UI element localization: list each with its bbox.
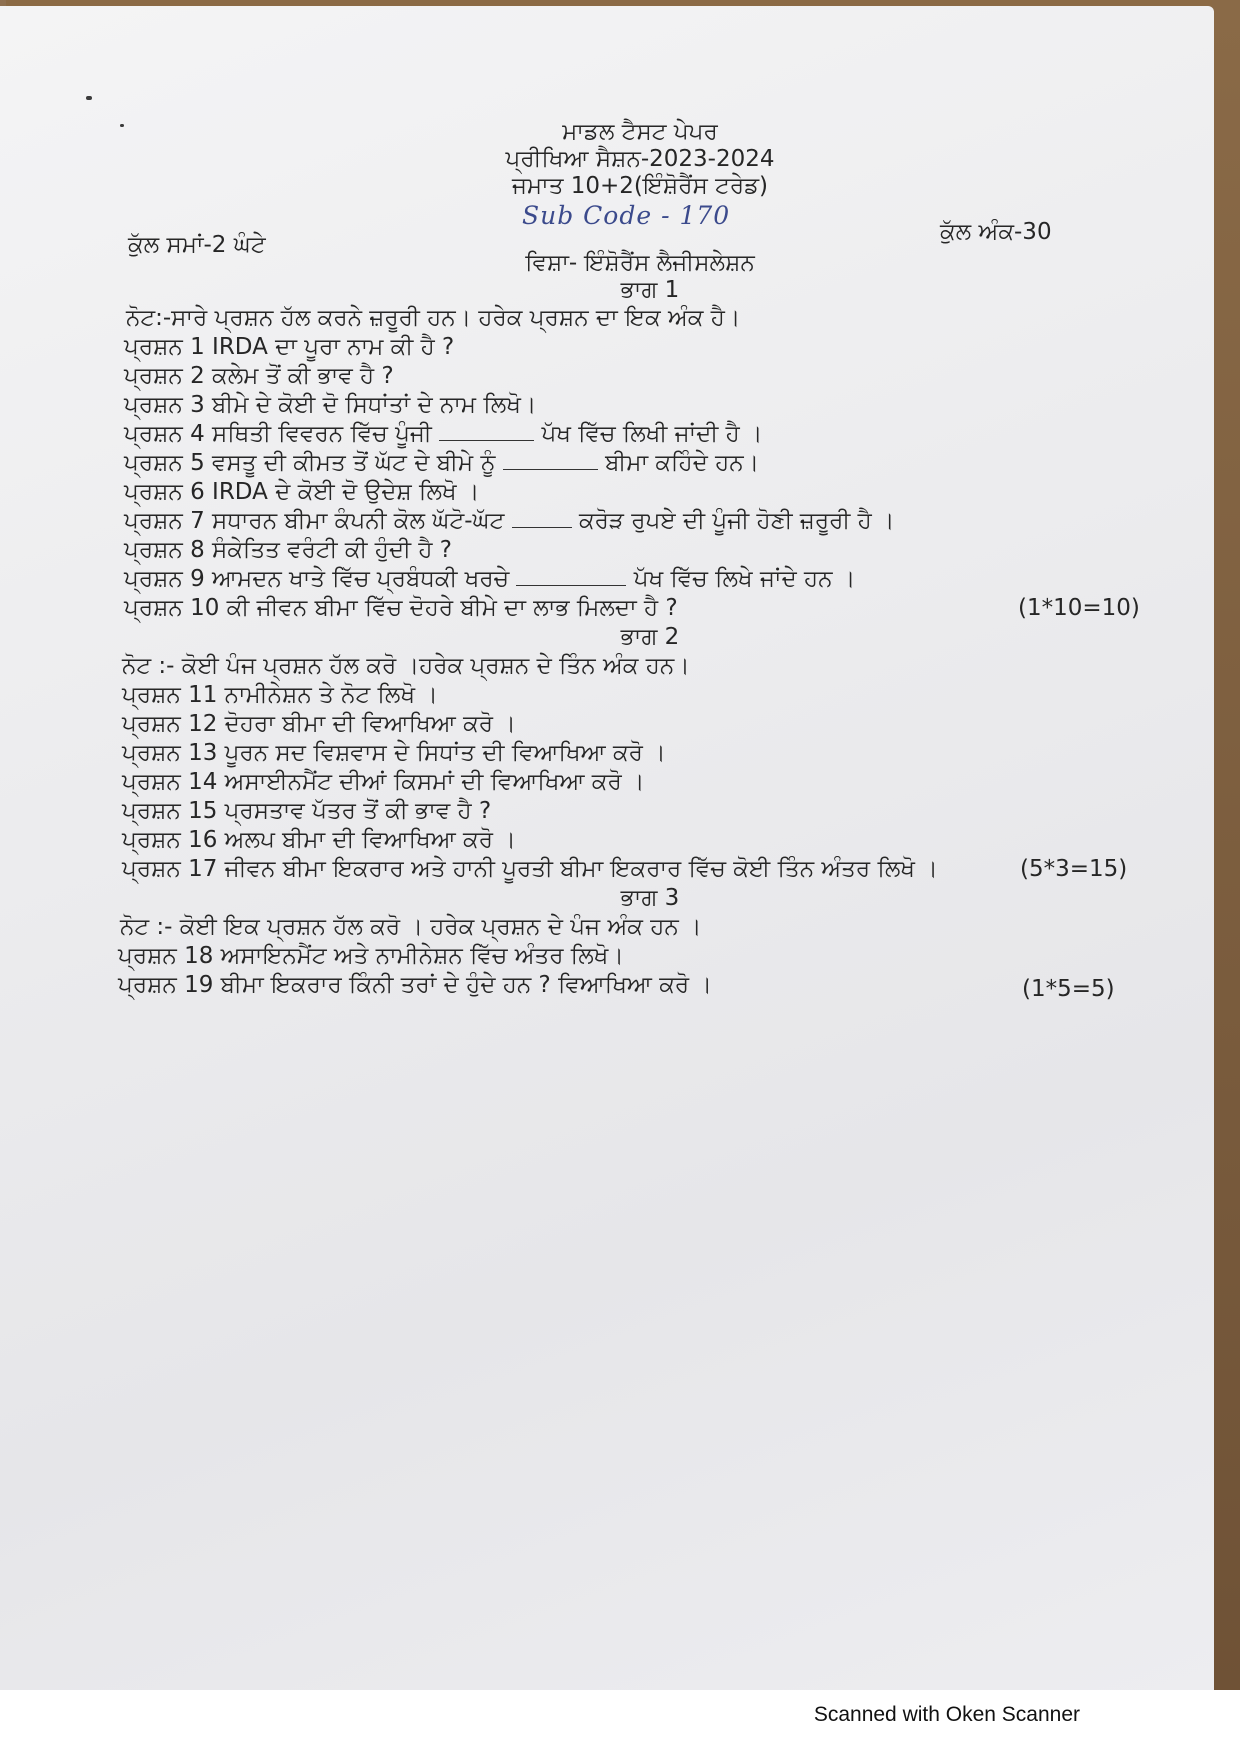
question-4: [124, 420, 763, 448]
question-9-text-end: ਪੱਖ ਵਿੱਚ ਲਿਖੇ ਜਾਂਦੇ ਹਨ ।: [633, 566, 856, 592]
question-9-text-start: ਪ੍ਰਸ਼ਨ 9 ਆਮਦਨ ਖਾਤੇ ਵਿੱਚ ਪ੍ਰਬੰਧਕੀ ਖਰਚੇ: [124, 566, 510, 592]
total-time: ਕੁੱਲ ਸਮਾਂ-2 ਘੰਟੇ: [128, 232, 266, 258]
question-2: ਪ੍ਰਸ਼ਨ 2 ਕਲੇਮ ਤੋਂ ਕੀ ਭਾਵ ਹੈ ?: [124, 363, 394, 389]
question-14: ਪ੍ਰਸ਼ਨ 14 ਅਸਾਈਨਮੈਂਟ ਦੀਆਂ ਕਿਸਮਾਂ ਦੀ ਵਿਆਖਿਆ ਕਰੋ ।: [122, 769, 645, 795]
part-3-marks: (1*5=5): [1022, 976, 1115, 1002]
fill-blank: [516, 584, 626, 586]
part-3-note: ਨੋਟ :- ਕੋਈ ਇਕ ਪ੍ਰਸ਼ਨ ਹੱਲ ਕਰੋ । ਹਰੇਕ ਪ੍ਰਸ਼ਨ ਦੇ ਪੰਜ ਅੰਕ ਹਨ ।: [120, 914, 702, 940]
question-13: ਪ੍ਰਸ਼ਨ 13 ਪੂਰਨ ਸਦ ਵਿਸ਼ਵਾਸ ਦੇ ਸਿਧਾਂਤ ਦੀ ਵਿਆਖਿਆ ਕਰੋ ।: [122, 740, 666, 766]
question-4-text-end: ਪੱਖ ਵਿੱਚ ਲਿਖੀ ਜਾਂਦੀ ਹੈ ।: [541, 421, 763, 447]
class-trade: ਜਮਾਤ 10+2(ਇੰਸ਼ੋਰੈਂਸ ਟਰੇਡ): [511, 173, 769, 199]
question-7-text-start: ਪ੍ਰਸ਼ਨ 7 ਸਧਾਰਨ ਬੀਮਾ ਕੰਪਨੀ ਕੋਲ ਘੱਟੋ-ਘੱਟ: [124, 508, 505, 534]
exam-session: ਪ੍ਰੀਖਿਆ ਸੈਸ਼ਨ-2023-2024: [505, 146, 775, 172]
question-15: ਪ੍ਰਸ਼ਨ 15 ਪ੍ਰਸਤਾਵ ਪੱਤਰ ਤੋਂ ਕੀ ਭਾਵ ਹੈ ?: [122, 798, 492, 824]
question-3: ਪ੍ਰਸ਼ਨ 3 ਬੀਮੇ ਦੇ ਕੋਈ ਦੋ ਸਿਧਾਂਤਾਂ ਦੇ ਨਾਮ ਲਿਖੋ।: [124, 392, 537, 418]
exam-paper-sheet: [0, 6, 1214, 1690]
part-1-note: ਨੋਟ:-ਸਾਰੇ ਪ੍ਰਸ਼ਨ ਹੱਲ ਕਰਨੇ ਜ਼ਰੂਰੀ ਹਨ। ਹਰੇਕ ਪ੍ਰਸ਼ਨ ਦਾ ਇਕ ਅੰਕ ਹੈ।: [126, 305, 741, 331]
question-11: ਪ੍ਰਸ਼ਨ 11 ਨਾਮੀਨੇਸ਼ਨ ਤੇ ਨੋਟ ਲਿਖੋ ।: [122, 682, 438, 708]
part-2-note: ਨੋਟ :- ਕੋਈ ਪੰਜ ਪ੍ਰਸ਼ਨ ਹੱਲ ਕਰੋ ।ਹਰੇਕ ਪ੍ਰਸ਼ਨ ਦੇ ਤਿੰਨ ਅੰਕ ਹਨ।: [122, 653, 690, 679]
question-6: ਪ੍ਰਸ਼ਨ 6 IRDA ਦੇ ਕੋਈ ਦੋ ਉਦੇਸ਼ ਲਿਖੋ ।: [124, 479, 480, 505]
fill-blank: [503, 468, 598, 470]
question-5-text-end: ਬੀਮਾ ਕਹਿੰਦੇ ਹਨ।: [605, 450, 760, 476]
handwritten-sub-code: Sub Code - 170: [522, 201, 731, 230]
question-12: ਪ੍ਰਸ਼ਨ 12 ਦੋਹਰਾ ਬੀਮਾ ਦੀ ਵਿਆਖਿਆ ਕਰੋ ।: [122, 711, 516, 737]
question-7: [124, 507, 895, 535]
subject-line: ਵਿਸ਼ਾ- ਇੰਸ਼ੋਰੈਂਸ ਲੈਜੀਸਲੇਸ਼ਨ: [525, 250, 755, 276]
part-3-heading: ਭਾਗ 3: [620, 885, 680, 911]
question-5: [124, 449, 759, 477]
staple-mark: [86, 96, 92, 100]
paper-title: ਮਾਡਲ ਟੈਸਟ ਪੇਪਰ: [562, 119, 718, 145]
part-1-marks: (1*10=10): [1018, 595, 1140, 621]
total-marks: ਕੁੱਲ ਅੰਕ-30: [940, 219, 1052, 245]
question-9: [124, 565, 855, 593]
table-edge-right: [1212, 0, 1240, 1690]
part-1-heading: ਭਾਗ 1: [620, 277, 680, 303]
part-2-heading: ਭਾਗ 2: [620, 624, 680, 650]
part-2-marks: (5*3=15): [1020, 856, 1128, 882]
question-17: ਪ੍ਰਸ਼ਨ 17 ਜੀਵਨ ਬੀਮਾ ਇਕਰਾਰ ਅਤੇ ਹਾਨੀ ਪੂਰਤੀ ਬੀਮਾ ਇਕਰਾਰ ਵਿੱਚ ਕੋਈ ਤਿੰਨ ਅੰਤਰ ਲਿਖੋ ।: [122, 856, 938, 882]
fill-blank: [512, 526, 572, 528]
scanner-watermark-text: Scanned with Oken Scanner: [813, 1703, 1080, 1726]
question-4-text-start: ਪ੍ਰਸ਼ਨ 4 ਸਥਿਤੀ ਵਿਵਰਨ ਵਿੱਚ ਪੂੰਜੀ: [124, 421, 432, 447]
fill-blank: [439, 439, 534, 441]
question-18: ਪ੍ਰਸ਼ਨ 18 ਅਸਾਇਨਮੈਂਟ ਅਤੇ ਨਾਮੀਨੇਸ਼ਨ ਵਿੱਚ ਅੰਤਰ ਲਿਖੋ।: [118, 943, 624, 969]
question-5-text-start: ਪ੍ਰਸ਼ਨ 5 ਵਸਤੂ ਦੀ ਕੀਮਤ ਤੋਂ ਘੱਟ ਦੇ ਬੀਮੇ ਨੂੰ: [124, 450, 496, 476]
question-10: ਪ੍ਰਸ਼ਨ 10 ਕੀ ਜੀਵਨ ਬੀਮਾ ਵਿੱਚ ਦੋਹਰੇ ਬੀਮੇ ਦਾ ਲਾਭ ਮਿਲਦਾ ਹੈ ?: [124, 595, 678, 621]
question-7-text-end: ਕਰੋੜ ਰੁਪਏ ਦੀ ਪੂੰਜੀ ਹੋਣੀ ਜ਼ਰੂਰੀ ਹੈ ।: [578, 508, 895, 534]
question-16: ਪ੍ਰਸ਼ਨ 16 ਅਲਪ ਬੀਮਾ ਦੀ ਵਿਆਖਿਆ ਕਰੋ ।: [122, 827, 516, 853]
question-19: ਪ੍ਰਸ਼ਨ 19 ਬੀਮਾ ਇਕਰਾਰ ਕਿੰਨੀ ਤਰਾਂ ਦੇ ਹੁੰਦੇ ਹਨ ? ਵਿਆਖਿਆ ਕਰੋ ।: [118, 972, 712, 998]
staple-mark: [120, 124, 124, 127]
question-8: ਪ੍ਰਸ਼ਨ 8 ਸੰਕੇਤਿਤ ਵਰੰਟੀ ਕੀ ਹੁੰਦੀ ਹੈ ?: [124, 537, 452, 563]
question-1: ਪ੍ਰਸ਼ਨ 1 IRDA ਦਾ ਪੂਰਾ ਨਾਮ ਕੀ ਹੈ ?: [124, 334, 455, 360]
